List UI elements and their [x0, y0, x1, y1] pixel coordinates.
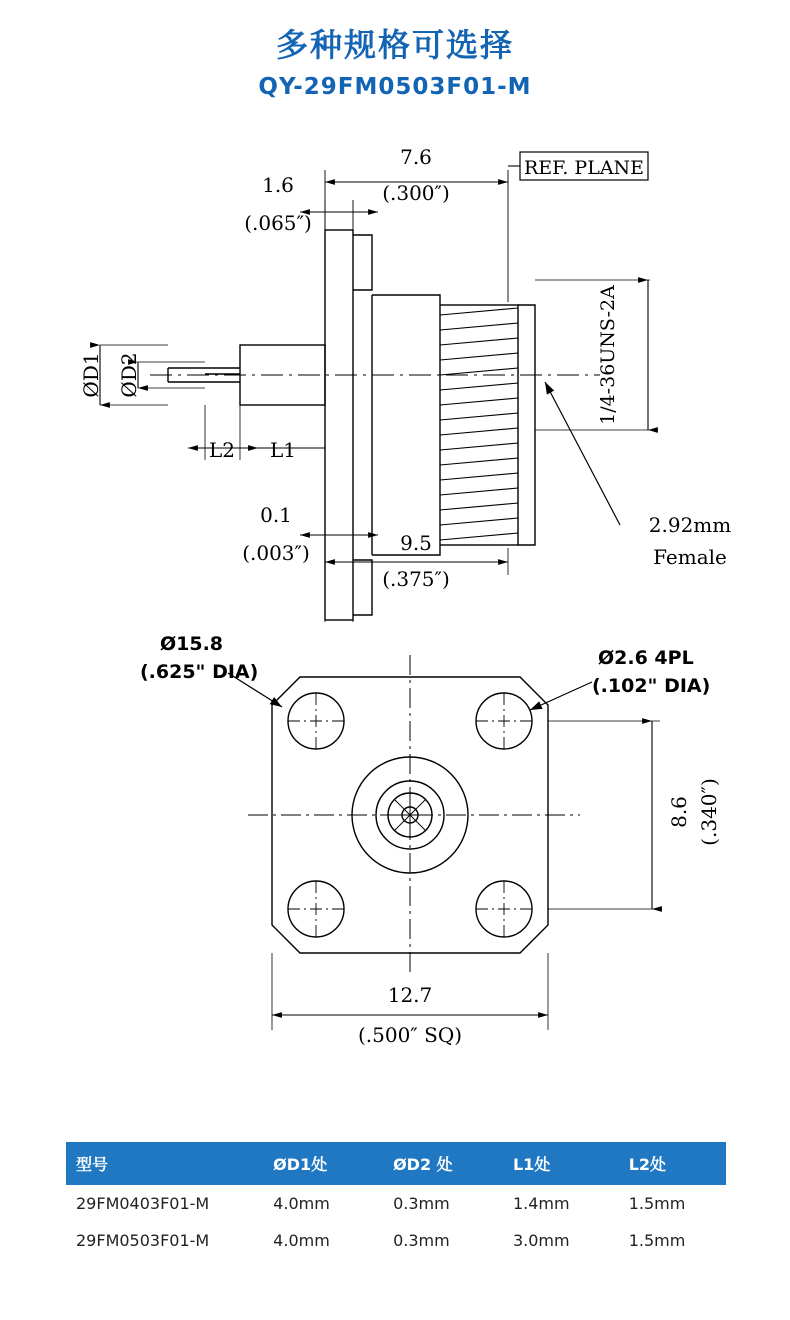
label-l2: L2 [208, 438, 236, 462]
page-title: 多种规格可选择 [275, 26, 514, 64]
dia-2-6-in: (.102" DIA) [592, 675, 711, 697]
col-header-l1: L1处 [503, 1142, 619, 1185]
col-header-l2: L2处 [619, 1142, 726, 1185]
dim-0-1-in: (.003″) [242, 541, 310, 565]
col-header-d1: ØD1处 [263, 1142, 383, 1185]
product-model: QY-29FM0503F01-M [258, 74, 532, 101]
cell-d2: 0.3mm [383, 1185, 503, 1222]
dim-1-6-in: (.065″) [244, 211, 312, 235]
callout-size: 2.92mm [648, 513, 732, 537]
label-l1: L1 [269, 438, 297, 462]
cell-d1: 4.0mm [263, 1222, 383, 1259]
dim-7-6-mm: 7.6 [400, 145, 432, 169]
dim-9-5-in: (.375″) [382, 567, 450, 591]
dim-8-6-in: (.340″) [697, 778, 721, 846]
thread-spec-label: 1/4-36UNS-2A [597, 285, 619, 425]
dia-15-8-mm: Ø15.8 [160, 633, 224, 655]
dia-2-6-mm: Ø2.6 4PL [598, 647, 694, 669]
cell-model: 29FM0503F01-M [66, 1222, 263, 1259]
cell-d2: 0.3mm [383, 1222, 503, 1259]
dia-15-8-in: (.625" DIA) [140, 661, 259, 683]
drawing-svg [0, 130, 790, 1105]
page-header [0, 0, 790, 100]
cell-d1: 4.0mm [263, 1185, 383, 1222]
col-header-model: 型号 [66, 1142, 263, 1185]
table-header-row [66, 1142, 726, 1185]
dim-12-7-mm: 12.7 [387, 983, 433, 1007]
label-d2: ØD2 [117, 352, 141, 398]
dim-1-6-mm: 1.6 [262, 173, 294, 197]
dim-8-6-mm: 8.6 [667, 796, 691, 828]
col-header-d2: ØD2 处 [383, 1142, 503, 1185]
callout-gender: Female [653, 545, 727, 569]
dim-12-7-in: (.500″ SQ) [357, 1023, 463, 1047]
cell-l2: 1.5mm [619, 1222, 726, 1259]
cell-l1: 3.0mm [503, 1222, 619, 1259]
label-d1: ØD1 [79, 352, 103, 398]
spec-table [66, 1142, 726, 1259]
table-row [66, 1222, 726, 1259]
dim-0-1-mm: 0.1 [260, 503, 292, 527]
cell-model: 29FM0403F01-M [66, 1185, 263, 1222]
technical-drawing [0, 130, 790, 1105]
dim-7-6-in: (.300″) [382, 181, 450, 205]
cell-l2: 1.5mm [619, 1185, 726, 1222]
table-row [66, 1185, 726, 1222]
ref-plane-label: REF. PLANE [523, 157, 645, 179]
dim-9-5-mm: 9.5 [400, 531, 432, 555]
cell-l1: 1.4mm [503, 1185, 619, 1222]
